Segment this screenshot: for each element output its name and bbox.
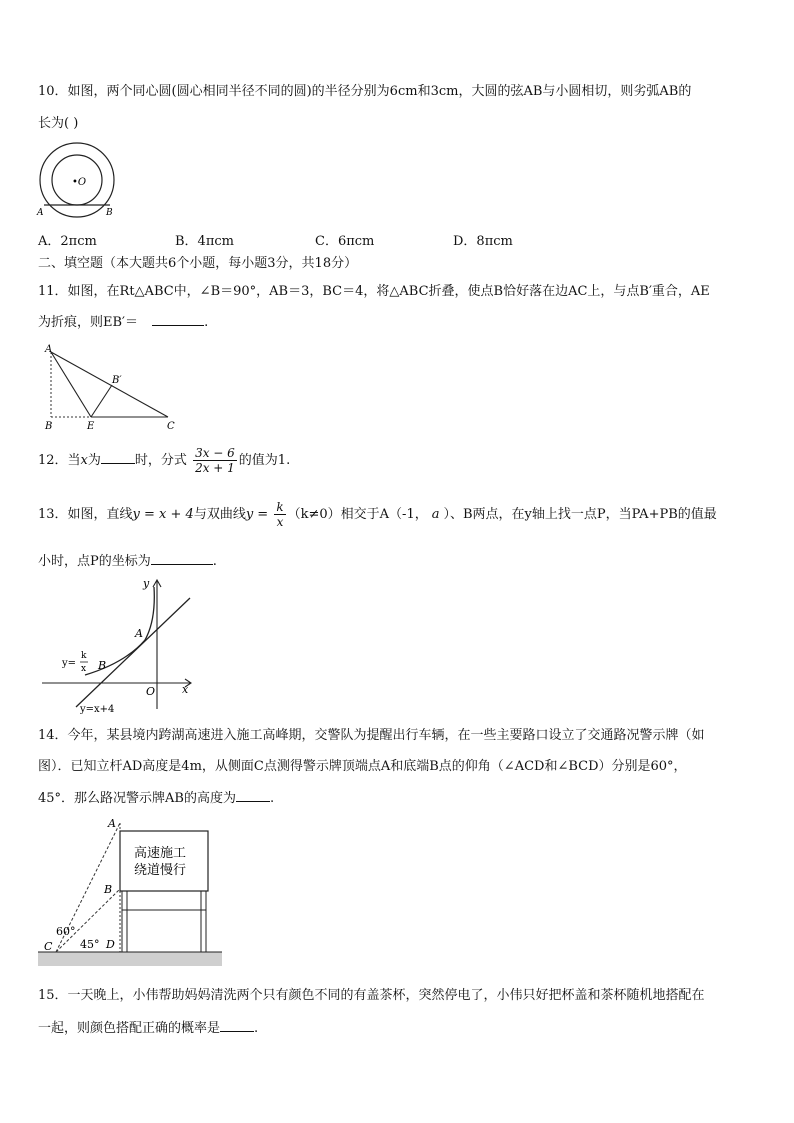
label-b: B <box>45 421 53 432</box>
q10-option-c: C．6πcm <box>315 234 375 249</box>
fraction-denominator: 2x + 1 <box>195 461 235 475</box>
q12-pre: 12．当 <box>38 453 81 468</box>
curve-label-k: k <box>81 651 87 661</box>
sign-leg-left <box>122 891 127 952</box>
label-b: B <box>104 883 113 896</box>
answer-blank <box>236 789 270 802</box>
crease-ae <box>51 352 91 417</box>
q14-line1: 14．今年，某县境内跨湖高速进入施工高峰期，交警队为提醒出行车辆，在一些主要路口设立了交通路况警示牌（如 <box>38 728 705 743</box>
q13-figure <box>40 575 200 715</box>
label-o: O <box>146 685 156 698</box>
curve-label: y= <box>62 658 77 669</box>
hyperbola-curve <box>85 587 154 675</box>
q10-figure <box>34 140 124 220</box>
segment-ac <box>51 352 168 417</box>
q13-hyperbola-equation: y = <box>245 507 269 522</box>
q15-line2-text: 一起，则颜色搭配正确的概率是 <box>38 1021 221 1036</box>
q14-line3 <box>38 789 274 808</box>
q15-line1: 15．一天晚上，小伟帮助妈妈清洗两个只有颜色不同的有盖茶杯，突然停电了，小伟只好把杯盖和茶杯随机地搭配在 <box>38 988 705 1003</box>
label-y: y <box>143 577 150 590</box>
label-d: D <box>106 938 115 951</box>
label-a: A <box>135 627 143 640</box>
q11-line2 <box>38 313 208 332</box>
q12 <box>38 446 290 476</box>
q13-line2-text: 小时，点P的坐标为 <box>38 554 151 569</box>
q14-line2: 图）．已知立杆AD高度是4m，从侧面C点测得警示牌顶端点A和底端B点的仰角（∠ACD和∠BCD）分别是60°， <box>38 759 687 774</box>
label-a: A <box>45 344 53 355</box>
q11-line1: 11．如图，在Rt△ABC中，∠B＝90°，AB＝3，BC＝4，将△ABC折叠，使点B恰好落在边AC上，与点B′重合，AE <box>38 284 710 299</box>
answer-blank <box>152 313 204 326</box>
q10-line2: 长为( ) <box>38 116 79 131</box>
q12-var-x: x <box>80 453 88 468</box>
segment-eb-prime <box>91 385 112 417</box>
q10-line1: 10．如图，两个同心圆(圆心相同半径不同的圆)的半径分别为6cm和3cm，大圆的弦AB与小圆相切，则劣弧AB的 <box>38 84 692 99</box>
q10-option-d: D．8πcm <box>453 234 513 249</box>
q12-post: 的值为1. <box>238 453 291 468</box>
warning-sign <box>120 831 208 891</box>
line-y-x-plus-4 <box>76 598 190 707</box>
answer-blank <box>220 1019 254 1032</box>
q10-option-a: A．2πcm <box>38 234 97 249</box>
q13-var-a: a <box>431 507 440 522</box>
q13-line-equation: y = x + 4 <box>132 507 194 522</box>
angle-45: 45° <box>80 938 100 951</box>
q13-mid2: （k≠0）相交于A（-1， <box>287 507 428 522</box>
q13-mid: 与双曲线 <box>193 507 246 522</box>
answer-blank <box>151 552 213 565</box>
q13-post: ）、B两点，在y轴上找一点P，当PA+PB的值最 <box>443 507 717 522</box>
fraction-numerator: k <box>276 500 284 514</box>
q12-fraction <box>193 446 237 475</box>
ground <box>38 952 222 966</box>
section-header: 二、填空题（本大题共6个小题，每小题3分，共18分） <box>38 256 358 271</box>
fraction-numerator: 3x − 6 <box>195 446 235 460</box>
q13-line1 <box>38 500 717 530</box>
q13-fraction <box>274 500 285 529</box>
label-b-prime: B′ <box>112 375 122 386</box>
answer-blank <box>101 451 135 464</box>
sign-leg-right <box>201 891 206 952</box>
line-label: y=x+4 <box>80 704 115 715</box>
q15-end: . <box>254 1021 259 1036</box>
sign-text-1: 高速施工 <box>134 846 187 861</box>
angle-60: 60° <box>56 925 76 938</box>
q13-end: . <box>212 554 217 569</box>
sign-text-2: 绕道慢行 <box>134 863 187 878</box>
q15-line2 <box>38 1019 258 1038</box>
label-b: B <box>106 208 113 218</box>
label-b: B <box>98 659 107 672</box>
label-o: •O <box>72 177 87 188</box>
q13-pre: 13．如图，直线 <box>38 507 133 522</box>
q11-figure <box>40 343 185 433</box>
q12-mid: 为 <box>87 453 101 468</box>
q14-line3-text: 45°．那么路况警示牌AB的高度为 <box>38 791 236 806</box>
label-c: C <box>44 940 53 953</box>
q14-figure <box>36 815 226 975</box>
q13-line2 <box>38 552 217 571</box>
label-a: A <box>108 817 116 830</box>
q11-line2-text: 为折痕，则EB′＝ <box>38 315 138 330</box>
q11-end: . <box>204 315 209 330</box>
label-e: E <box>87 421 95 432</box>
q10-option-b: B．4πcm <box>175 234 234 249</box>
q12-mid2: 时，分式 <box>134 453 187 468</box>
q14-end: . <box>269 791 275 806</box>
label-c: C <box>167 421 175 432</box>
curve-label-x: x <box>81 664 87 674</box>
label-a: A <box>37 208 44 218</box>
fraction-denominator: x <box>276 515 284 529</box>
label-x: x <box>182 683 189 696</box>
